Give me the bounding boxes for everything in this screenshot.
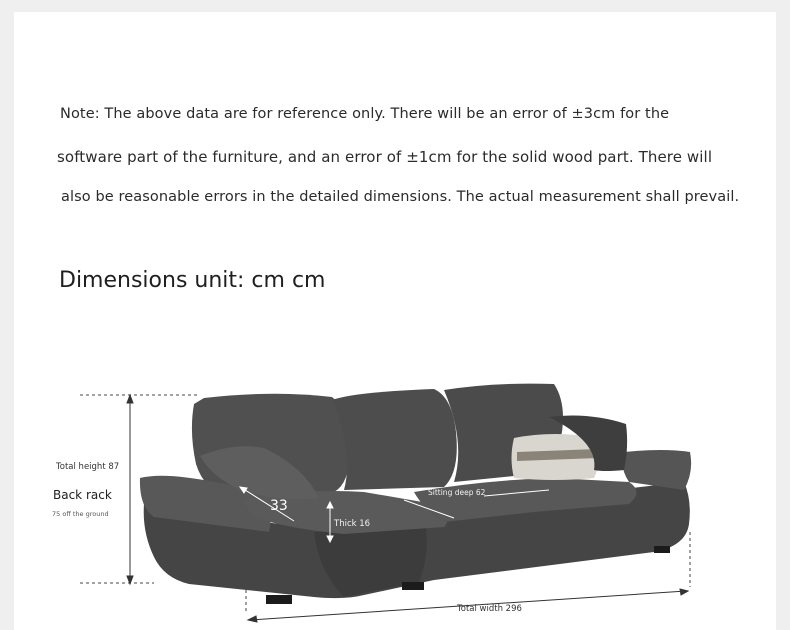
note-line-3: also be reasonable errors in the detailed dimensions. The actual measurement shall prevail. xyxy=(61,189,740,205)
sofa-body xyxy=(140,384,691,604)
product-detail-page xyxy=(14,12,776,630)
note-line-2: software part of the furniture, and an error of ±1cm for the solid wood part. There will xyxy=(57,148,713,166)
back-rack-label: Back rack xyxy=(53,488,112,502)
sofa-dimension-illustration xyxy=(14,12,776,630)
total-height-label: Total height 87 xyxy=(56,462,120,472)
height-arrow xyxy=(127,395,133,584)
thick-label: Thick 16 xyxy=(334,519,371,529)
total-width-label: Total width 296 xyxy=(457,604,522,614)
dimensions-title: Dimensions unit: cm cm xyxy=(59,268,326,293)
seat-depth-label: 33 xyxy=(270,498,288,514)
off-ground-label: 75 off the ground xyxy=(52,510,109,518)
note-line-1: Note: The above data are for reference only. There will be an error of ±3cm for the xyxy=(60,106,670,122)
sitting-deep-label: Sitting deep 62 xyxy=(428,488,486,497)
